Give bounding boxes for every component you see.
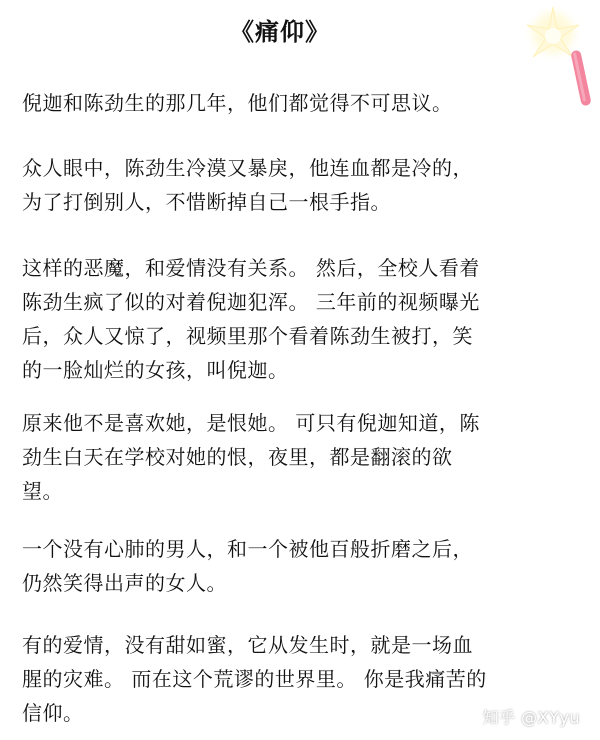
paragraph-line: 劲生白天在学校对她的恨，夜里，都是翻滚的欲 (22, 445, 453, 469)
paragraph-line: 望。 (22, 479, 63, 503)
paragraph-line: 这样的恶魔，和爱情没有关系。 然后，全校人看着 (22, 256, 480, 280)
paragraph-line: 信仰。 (22, 701, 84, 725)
paragraph-line: 有的爱情，没有甜如蜜，它从发生时，就是一场血 (22, 633, 473, 657)
paragraph-line: 仍然笑得出声的女人。 (22, 571, 227, 595)
paragraph-4 (22, 406, 574, 508)
paragraph-5 (22, 532, 574, 600)
paragraph-line: 腥的灾难。 而在这个荒谬的世界里。 你是我痛苦的 (22, 667, 487, 691)
source-watermark: 知乎 @XYyu (482, 708, 580, 727)
paragraph-line: 后，众人又惊了，视频里那个看着陈劲生被打，笑 (22, 324, 473, 348)
paragraph-3 (22, 251, 574, 387)
paragraph-line: 倪迦和陈劲生的那几年，他们都觉得不可思议。 (22, 91, 453, 115)
paragraph-line: 一个没有心肺的男人，和一个被他百般折磨之后， (22, 537, 473, 561)
paragraph-1 (22, 86, 574, 120)
paragraph-line: 众人眼中，陈劲生冷漠又暴戾，他连血都是冷的， (22, 156, 473, 180)
paragraph-2 (22, 151, 574, 219)
paragraph-line: 的一脸灿烂的女孩，叫倪迦。 (22, 358, 289, 382)
paragraph-line: 陈劲生疯了似的对着倪迦犯浑。 三年前的视频曝光 (22, 290, 480, 314)
paragraph-line: 原来他不是喜欢她，是恨她。 可只有倪迦知道，陈 (22, 411, 480, 435)
paragraph-line: 为了打倒别人，不惜断掉自己一根手指。 (22, 190, 391, 214)
document-title: 《痛仰》 (230, 18, 330, 46)
